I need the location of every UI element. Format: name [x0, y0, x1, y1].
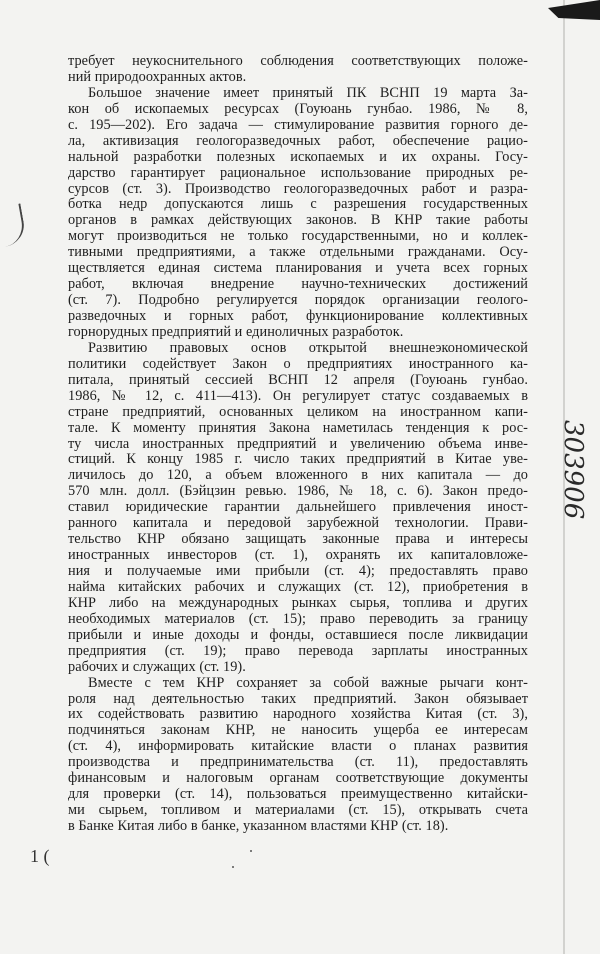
text-line: ту числа иностранных предприятий и увеличению объема инве- [68, 435, 528, 452]
text-line: (ст. 4), информировать китайские власти о планах развития [68, 738, 528, 755]
scan-artifact-top [548, 0, 600, 20]
paragraph [68, 341, 528, 676]
text-line: стиций. К концу 1985 г. число таких предприятий в Китае уве- [68, 451, 528, 468]
text-line: необходимых материалов (ст. 15); право переводить за границу [68, 610, 528, 627]
text-line: личилось до 120, а объем вложенного в них капитала — до [68, 467, 528, 484]
text-line: предприятия (ст. 19); право перевода зарплаты иностранных [68, 642, 528, 659]
text-line: могут производиться не только государственными, но и коллек- [68, 228, 528, 245]
text-line: в Банке Китая либо в банке, указанном властями КНР (ст. 18). [68, 818, 449, 834]
text-line: 570 млн. долл. (Бэйцзин ревью. 1986, № 18, с. 6). Закон предо- [68, 483, 528, 500]
text-line: 1986, № 12, с. 411—413). Он регулирует статус создаваемых в [68, 387, 528, 404]
paragraph [68, 54, 528, 86]
text-line: кон об ископаемых ресурсах (Гоуюань гунбао. 1986, № 8, [68, 100, 528, 117]
text-line: их содействовать развитию народного хозяйства Китая (ст. 3), [68, 706, 528, 723]
text-line: политики содействует Закон о предприятиях иностранного ка- [68, 355, 528, 372]
text-line: требует неукоснительного соблюдения соответствующих положе- [68, 53, 528, 69]
page-marker: 1 ( [30, 846, 50, 866]
document-body [68, 54, 528, 835]
text-line: (ст. 7). Подробно регулируется порядок организации геолого- [68, 292, 528, 309]
text-line: ществляется единая система планирования и учета всех горных [68, 260, 528, 277]
text-line: финансовым и налоговым органам соответствующие документы [68, 770, 528, 787]
text-line: горнорудных предприятий и единоличных разработок. [68, 323, 404, 340]
text-line: ми сырьем, топливом и материалами (ст. 15), открывать счета [68, 802, 528, 819]
text-line: с. 195—202). Его задача — стимулирование развития горного де- [68, 116, 528, 133]
text-line: тале. К моменту принятия Закона наметилась тенденция к рос- [68, 419, 528, 436]
text-line: для проверки (ст. 14), пользоваться преимущественно китайски- [68, 786, 528, 803]
scan-artifact-left [0, 203, 27, 246]
text-line: ранного капитала и передовой зарубежной технологии. Прави- [68, 515, 528, 532]
text-line: нальной разработки полезных ископаемых и их охраны. Госу- [68, 148, 528, 165]
text-line: ла, активизация геологоразведочных работ, обеспечение рацио- [68, 132, 528, 149]
text-line: тивными предприятиями, а также отдельными гражданами. Осу- [68, 244, 528, 261]
text-line: разведочных и горных работ, функционирование коллективных [68, 308, 528, 324]
text-line: органов в рамках действующих законов. В КНР такие работы [68, 212, 528, 229]
text-line: рабочих и служащих (ст. 19). [68, 658, 246, 675]
text-line: Большое значение имеет принятый ПК ВСНП 19 марта За- [88, 84, 528, 101]
scan-speck [232, 866, 234, 868]
text-line: тельство КНР обязано защищать законные права и интересы [68, 531, 528, 548]
text-line: стране предприятий, основанных целиком на иностранном капи- [68, 403, 528, 420]
text-line: найма китайских рабочих и служащих (ст. 12), приобретения в [68, 578, 528, 595]
text-line: ний природоохранных актов. [68, 68, 247, 85]
text-line: подчиняться законам КНР, не наносить ущерба ее интересам [68, 722, 528, 739]
text-line: КНР либо на международных рынках сырья, топлива и других [68, 594, 528, 611]
text-line: ставил юридические гарантии дальнейшего привлечения иност- [68, 499, 528, 516]
text-line: ния и получаемые ими прибыли (ст. 4); предоставлять право [68, 563, 528, 579]
handwritten-margin-annotation: 303906 [558, 420, 588, 520]
text-line: прибыли и иные доходы и фонды, оставшиеся после ликвидации [68, 626, 528, 643]
text-line: производства и предпринимательства (ст. 11), предоставлять [68, 754, 528, 771]
text-line: дарство гарантирует рациональное использование природных ре- [68, 164, 528, 181]
paragraph [68, 86, 528, 341]
text-line: работ, включая внедрение научно-технических достижений [68, 276, 528, 293]
text-line: Вместе с тем КНР сохраняет за собой важные рычаги конт- [88, 674, 528, 691]
paragraph [68, 676, 528, 835]
text-line: сурсов (ст. 3). Производство геологоразведочных работ и разра- [68, 180, 528, 197]
text-line: иностранных инвесторов (ст. 1), охранять их капиталовложе- [68, 547, 528, 564]
text-line: роля над деятельностью таких предприятий. Закон обязывает [68, 690, 528, 707]
scan-speck [250, 850, 252, 852]
text-line: ботка недр допускаются лишь с разрешения государственных [68, 196, 528, 213]
text-line: Развитию правовых основ открытой внешнеэкономической [88, 339, 528, 356]
text-line: питала, принятый сессией ВСНП 12 апреля (Гоуюань гунбао. [68, 371, 528, 388]
